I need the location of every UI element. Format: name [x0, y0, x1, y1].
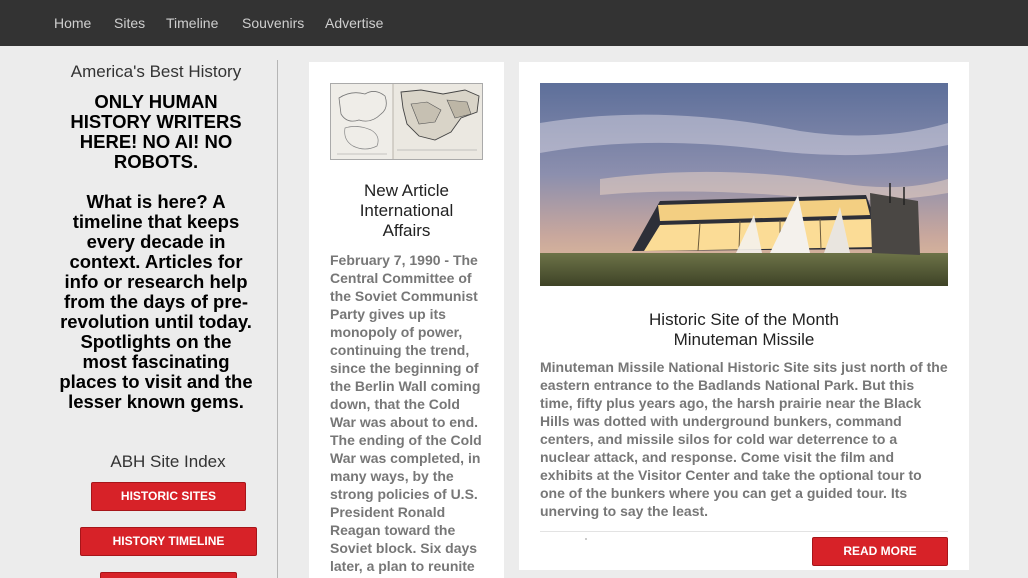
feature-divider [540, 531, 948, 532]
site-name: America's Best History [70, 62, 242, 81]
article-map-image[interactable] [330, 83, 483, 160]
visitor-center-illustration [540, 83, 948, 286]
feature-title[interactable] [540, 310, 948, 350]
article-title-line-3: Affairs [382, 221, 431, 240]
read-more-button[interactable]: READ MORE [812, 537, 948, 566]
nav-link-timeline[interactable]: Timeline [166, 15, 219, 31]
map-illustration [331, 84, 483, 160]
historic-sites-button[interactable]: HISTORIC SITES [91, 482, 246, 511]
article-body-text: February 7, 1990 - The Central Committee of the Soviet Communist Party gives up its monopoly of power, continuing the trend, since the beginning of the Berlin Wall coming down, that the Cold War was about to end. The ending of the Cold War was completed, in many ways, by the strong policies of U.S. President Ronald Reagan toward the Soviet block. Six days later, a plan to reunite [330, 252, 482, 574]
nav-link-sites[interactable]: Sites [114, 15, 146, 31]
article-card [309, 62, 504, 578]
historic-site-card [519, 62, 969, 570]
left-sidebar [54, 60, 278, 578]
nav-link-souvenirs[interactable]: Souvenirs [242, 15, 305, 31]
article-title[interactable] [330, 181, 483, 241]
article-title-line-2: International [359, 201, 454, 220]
feature-title-line-2: Minuteman Missile [673, 330, 815, 349]
history-timeline-button[interactable]: HISTORY TIMELINE [80, 527, 257, 556]
article-title-line-1: New Article [363, 181, 450, 200]
site-intro-text: What is here? A timeline that keeps every decade in context. Articles for info or research help from the days of pre-revolution until today. Spotlights on the most fascinating places to visit and the lesser known gems. [59, 191, 253, 412]
next-index-button[interactable] [100, 572, 237, 578]
decorative-dot [585, 538, 587, 540]
visitor-center-photo[interactable] [540, 83, 948, 286]
no-ai-notice: ONLY HUMAN HISTORY WRITERS HERE! NO AI! NO ROBOTS. [70, 91, 242, 172]
feature-body-text: Minuteman Missile National Historic Site sits just north of the eastern entrance to the Badlands National Park. But this time, fifty plus years ago, the harsh prairie near the Black Hills was dotted with underground bunkers, command centers, and missile silos for cold war deterrence to a nuclear attack, and response. Come visit the film and exhibits at the Visitor Center and take the optional tour to one of the bunkers where you can get a guided tour. Its unerving to say the least. [540, 359, 948, 519]
nav-link-home[interactable]: Home [54, 15, 92, 31]
nav-link-advertise[interactable]: Advertise [325, 15, 384, 31]
site-index-title: ABH Site Index [110, 452, 226, 471]
top-navigation-bar [0, 0, 1028, 46]
feature-title-line-1: Historic Site of the Month [649, 310, 839, 329]
